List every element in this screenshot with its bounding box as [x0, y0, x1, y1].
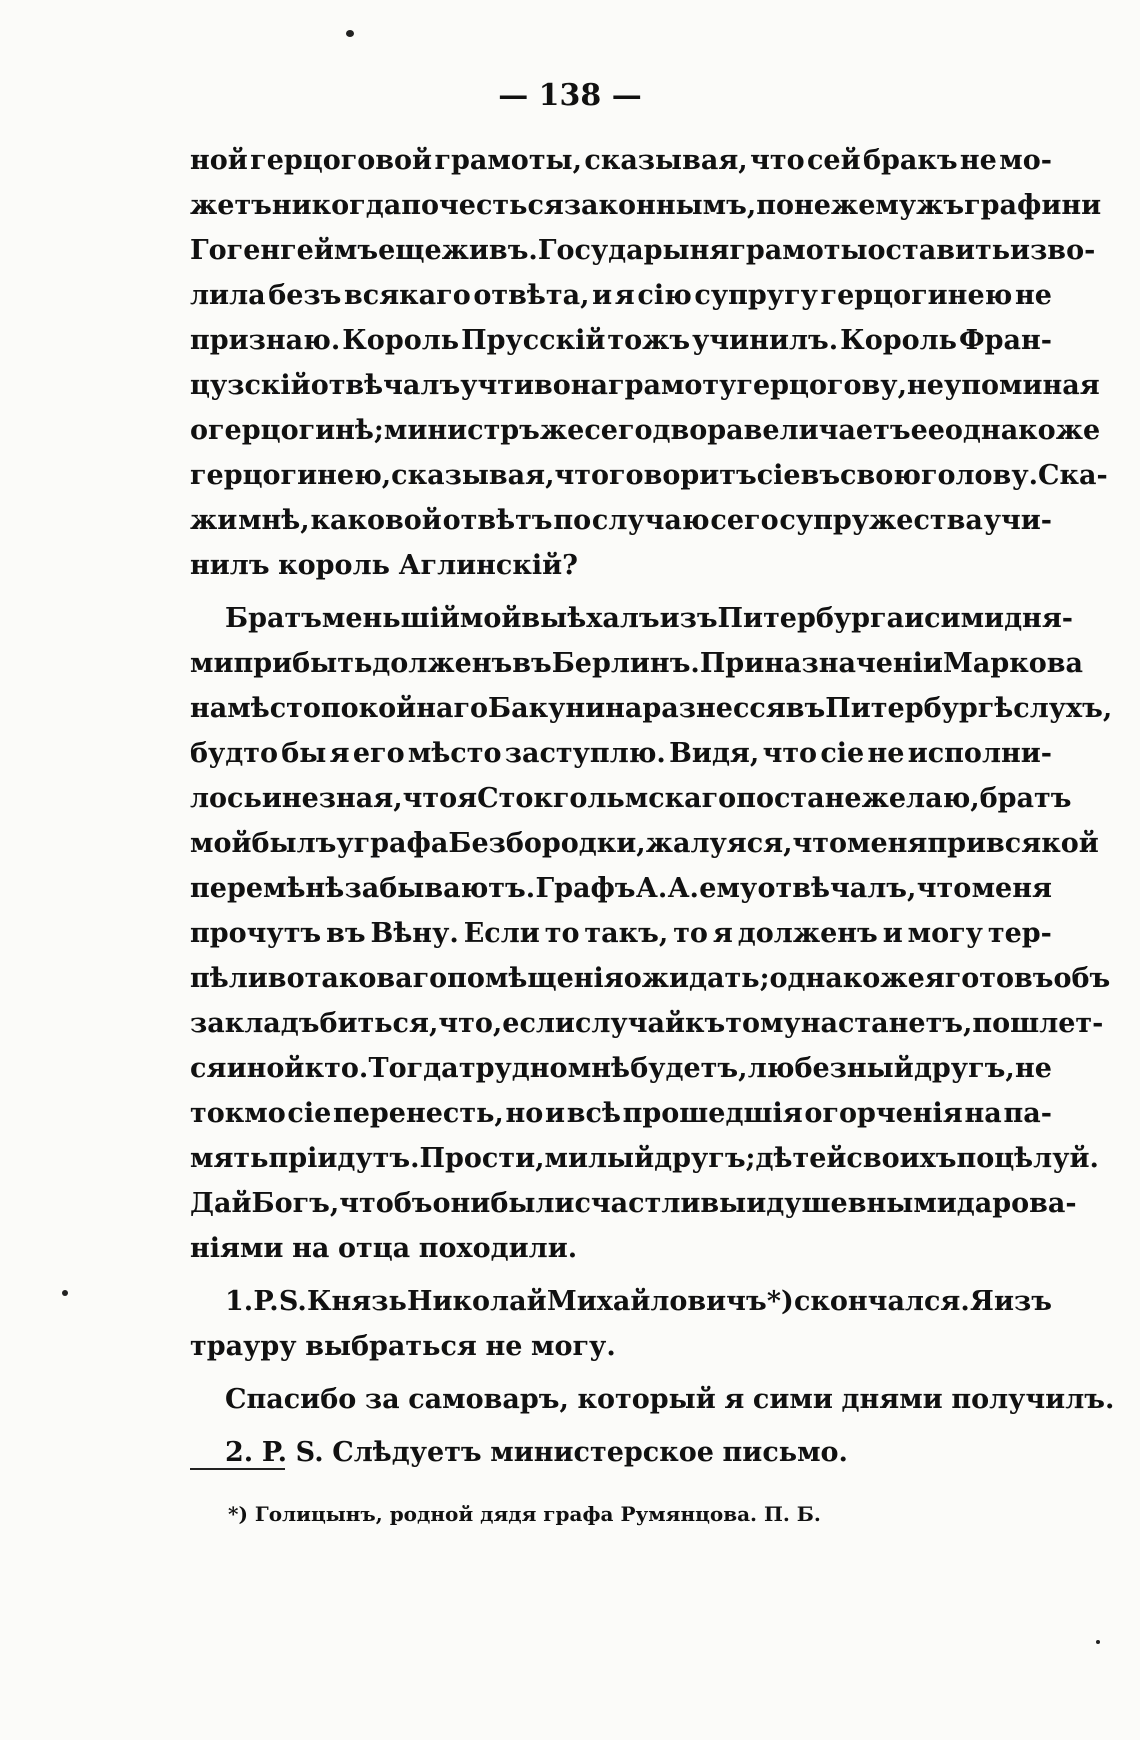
text-line: мять пріидутъ. Прости, милый другъ; дѣтей своихъ поцѣлуй. — [190, 1143, 1099, 1174]
text-line: Братъ меньшій мой выѣхалъ изъ Питербурга и сими дня- — [225, 603, 1073, 634]
text-line: на мѣсто покойнаго Бакунина разнесся въ Питербургѣ слухъ, — [190, 693, 1113, 724]
text-line: закладъ биться, что, если случай къ тому настанетъ, пошлет- — [190, 1008, 1104, 1039]
text-line: ся иной кто. Тогда трудно мнѣ будетъ, любезный другъ, не — [190, 1053, 1052, 1084]
text-line: о герцогинѣ; министръ же сего двора величаетъ ее однакожe — [190, 415, 1101, 446]
text-line: лила безъ всякаго отвѣта, и я сію супругу герцогинею не — [190, 280, 1052, 311]
print-speck — [346, 30, 354, 37]
text-line: перемѣнѣ забываютъ. Графъ А. А. ему отвѣчалъ, что меня — [190, 873, 1052, 904]
text-line: Дай Богъ, чтобъ они были счастливы и душевными дарова- — [190, 1188, 1077, 1219]
text-line: ной герцоговой грамоты, сказывая, что сей бракъ не мо- — [190, 145, 1052, 176]
print-speck — [62, 1290, 68, 1296]
text-line: жетъ никогда почесться законнымъ, понеже мужъ графини — [190, 190, 1102, 221]
text-line: признаю. Король Прусскій тожъ учинилъ. Король Фран- — [190, 325, 1052, 356]
text-line: лось и не зная, что я Стокгольмскаго поста не желаю, братъ — [190, 783, 1072, 814]
text-line: герцогинею, сказывая, что говоритъ сіе въ свою голову. Ска- — [190, 460, 1108, 491]
text-line: нилъ король Аглинскій? — [190, 550, 578, 581]
footnote-divider — [190, 1468, 285, 1470]
page-number: — 138 — — [498, 78, 642, 113]
text-line: ніями на отца походили. — [190, 1233, 578, 1264]
text-line: жи мнѣ, каковой отвѣтъ по случаю сего супружества учи- — [190, 505, 1052, 536]
text-line: токмо сіе перенесть, но и всѣ прошедшія огорченія на па- — [190, 1098, 1052, 1129]
text-line: прочутъ въ Вѣну. Если то такъ, то я долженъ и могу тер- — [190, 918, 1052, 949]
body-text — [190, 138, 1115, 1475]
footnote: *) Голицынъ, родной дядя графа Румянцова. П. Б. — [228, 1502, 821, 1526]
text-line: 2. P. S. Слѣдуетъ министерское письмо. — [225, 1437, 848, 1468]
text-line: ми прибыть долженъ въ Берлинъ. При назначеніи Маркова — [190, 648, 1083, 679]
text-line: Спасибо за самоваръ, который я сими днями получилъ. — [225, 1384, 1115, 1415]
print-speck — [1096, 1640, 1100, 1644]
text-line: 1. P. S. Князь Николай Михайловичъ *) скончался. Я изъ — [225, 1286, 1052, 1317]
text-line: пѣливо таковаго помѣщенія ожидать; однакоже я готовъ объ — [190, 963, 1111, 994]
text-line: трауру выбраться не могу. — [190, 1331, 616, 1362]
text-line: мой былъ у графа Безбородки, жалуяся, что меня при всякой — [190, 828, 1099, 859]
text-line: цузскій отвѣчалъ учтиво на грамоту герцогову, не упоминая — [190, 370, 1100, 401]
text-line: будто бы я его мѣсто заступлю. Видя, что сіе не исполни- — [190, 738, 1052, 769]
text-line: Гогенгеймъ еще живъ. Государыня грамоты оставить изво- — [190, 235, 1096, 266]
